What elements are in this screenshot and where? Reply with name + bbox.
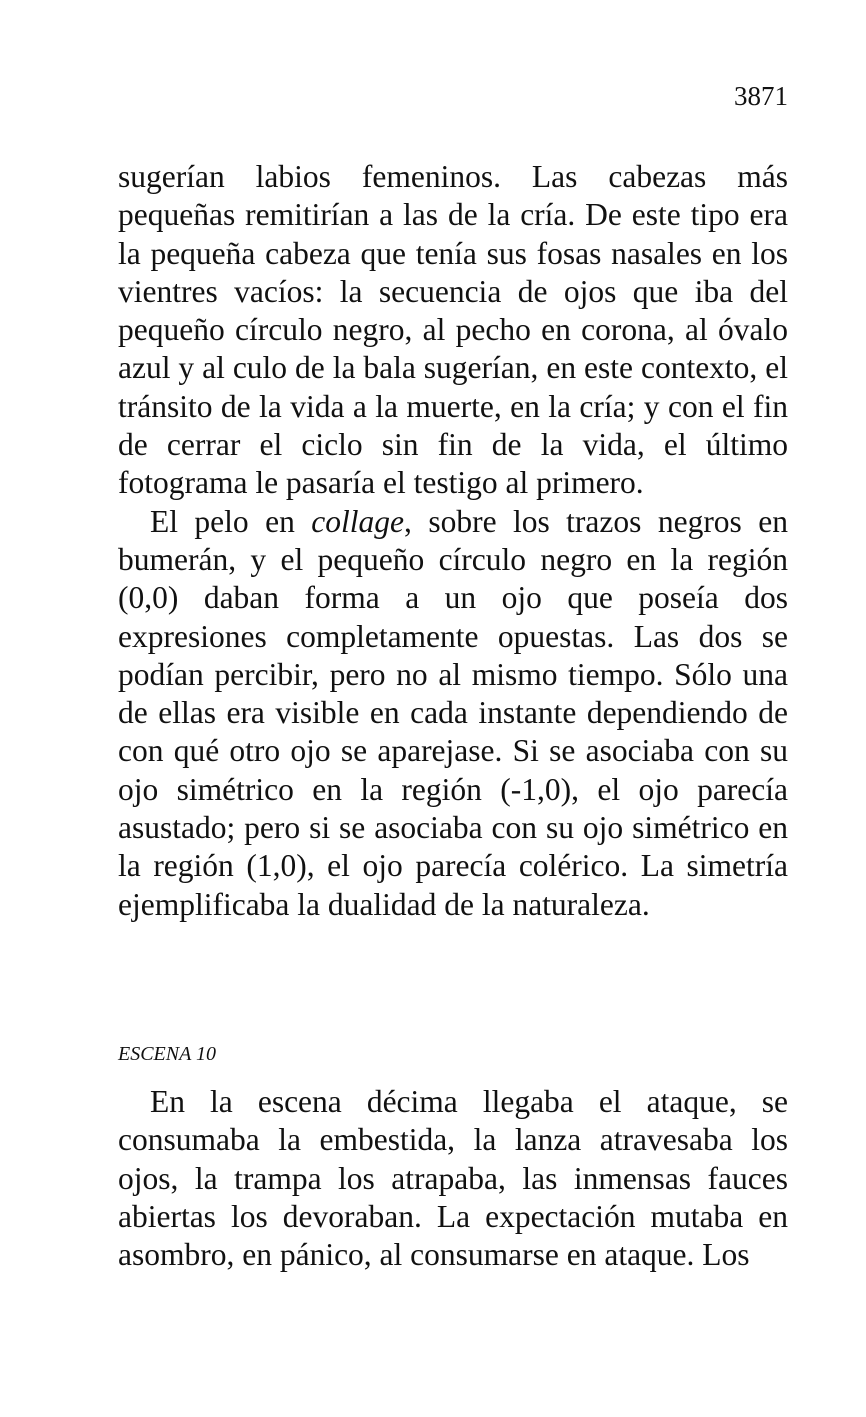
body-text-lower (118, 1083, 788, 1274)
body-text-upper (118, 158, 788, 924)
paragraph-2-italic-word: collage (311, 503, 404, 539)
paragraph-1: sugerían labios femeninos. Las cabezas más pequeñas remitirían a las de la cría. De este tipo era la pequeña cabeza que tenía sus fosas nasales en los vientres vacíos: la secuencia de ojos que iba del pequeño círculo negro, al pecho en corona, al óvalo azul y al culo de la bala sugerían, en este contexto, el tránsito de la vida a la muerte, en la cría; y con el fin de cerrar el ciclo sin fin de la vida, el último fotograma le pasaría el testigo al primero. (118, 159, 788, 501)
scene-heading: ESCENA 10 (118, 1043, 216, 1065)
paragraph-2-end: , sobre los trazos negros en bumerán, y el pequeño círculo negro en la región (0,0) daban forma a un ojo que poseía dos expresiones completamente opuestas. Las dos se podían percibir, pero no al mismo tiempo. Sólo una de ellas era visible en cada instante dependiendo de con qué otro ojo se aparejase. Si se asociaba con su ojo simétrico en la región (-1,0), el ojo parecía asustado; pero si se asociaba con su ojo simétrico en la región (1,0), el ojo parecía colérico. La simetría ejemplificaba la dualidad de la naturaleza. (118, 503, 788, 922)
paragraph-3: En la escena décima llegaba el ataque, se consumaba la embestida, la lanza atravesaba los ojos, la trampa los atrapaba, las inmensas fauces abiertas los devoraban. La expectación mutaba en asombro, en pánico, al consumarse en ataque. Los (118, 1084, 788, 1273)
page-number: 3871 (734, 81, 788, 111)
paragraph-2-start: El pelo en (150, 503, 312, 539)
paragraph-2 (118, 503, 788, 924)
